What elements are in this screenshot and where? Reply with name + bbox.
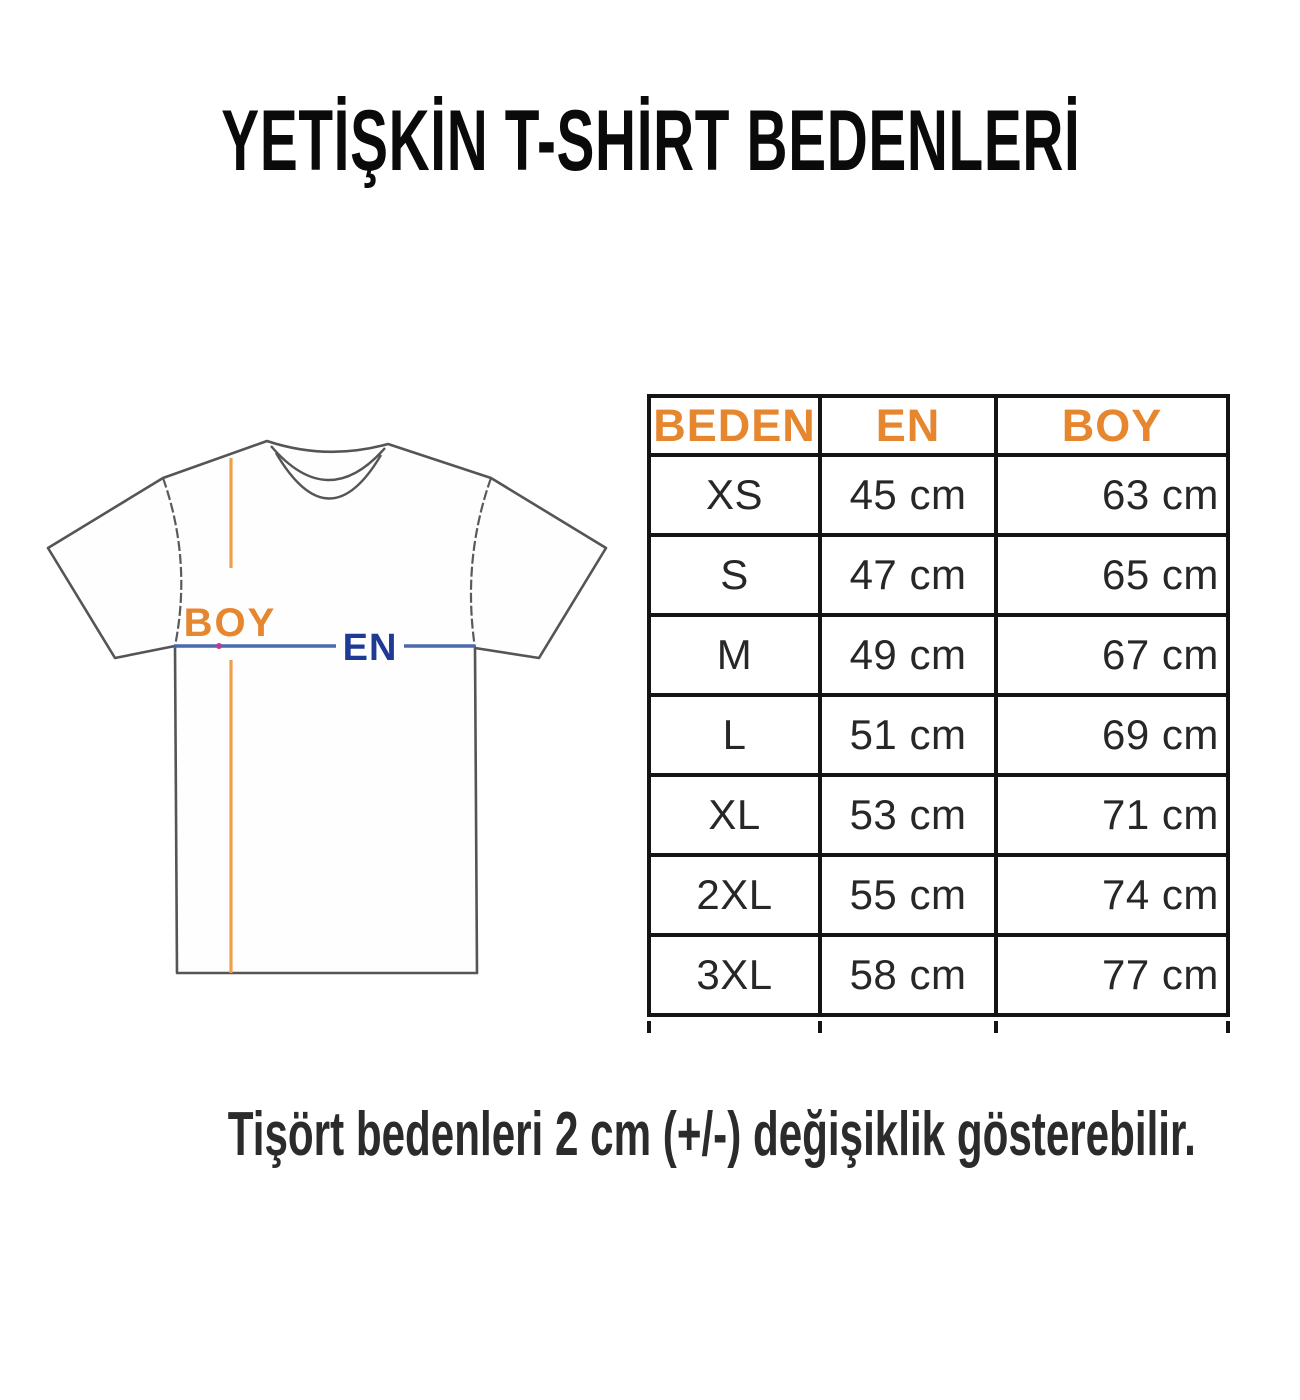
- size-table: [647, 394, 1230, 1017]
- width-cell: 58 cm: [820, 935, 996, 1015]
- size-cell: 2XL: [649, 855, 820, 935]
- tshirt-size-diagram: [0, 0, 660, 1060]
- length-cell: 71 cm: [996, 775, 1228, 855]
- width-cell: 47 cm: [820, 535, 996, 615]
- table-line-stub: [994, 1021, 998, 1033]
- table-row: [649, 695, 1228, 775]
- size-cell: M: [649, 615, 820, 695]
- length-cell: 77 cm: [996, 935, 1228, 1015]
- footnote: [0, 1100, 1300, 1169]
- width-cell: 51 cm: [820, 695, 996, 775]
- table-row: [649, 855, 1228, 935]
- size-cell: XL: [649, 775, 820, 855]
- page-title-text: YETİŞKİN T-SHİRT BEDENLERİ: [221, 93, 1081, 189]
- size-cell: S: [649, 535, 820, 615]
- size-cell: 3XL: [649, 935, 820, 1015]
- table-row: [649, 455, 1228, 535]
- table-row: [649, 615, 1228, 695]
- tshirt-outline: [48, 441, 606, 973]
- size-cell: L: [649, 695, 820, 775]
- width-cell: 45 cm: [820, 455, 996, 535]
- header-boy: BOY: [996, 396, 1228, 455]
- length-cell: 65 cm: [996, 535, 1228, 615]
- boy-label: BOY: [183, 601, 277, 645]
- footnote-text: Tişört bedenleri 2 cm (+/-) değişiklik gösterebilir.: [227, 1100, 1196, 1169]
- width-cell: 53 cm: [820, 775, 996, 855]
- length-cell: 63 cm: [996, 455, 1228, 535]
- table-row: [649, 535, 1228, 615]
- header-beden: BEDEN: [649, 396, 820, 455]
- width-cell: 49 cm: [820, 615, 996, 695]
- length-cell: 67 cm: [996, 615, 1228, 695]
- length-cell: 69 cm: [996, 695, 1228, 775]
- size-cell: XS: [649, 455, 820, 535]
- length-cell: 74 cm: [996, 855, 1228, 935]
- table-line-stub: [647, 1021, 651, 1033]
- en-label: EN: [342, 627, 398, 669]
- header-en: EN: [820, 396, 996, 455]
- width-cell: 55 cm: [820, 855, 996, 935]
- table-line-stub: [818, 1021, 822, 1033]
- table-row: [649, 935, 1228, 1015]
- table-row: [649, 775, 1228, 855]
- size-table-header-row: [649, 396, 1228, 455]
- table-line-stub: [1226, 1021, 1230, 1033]
